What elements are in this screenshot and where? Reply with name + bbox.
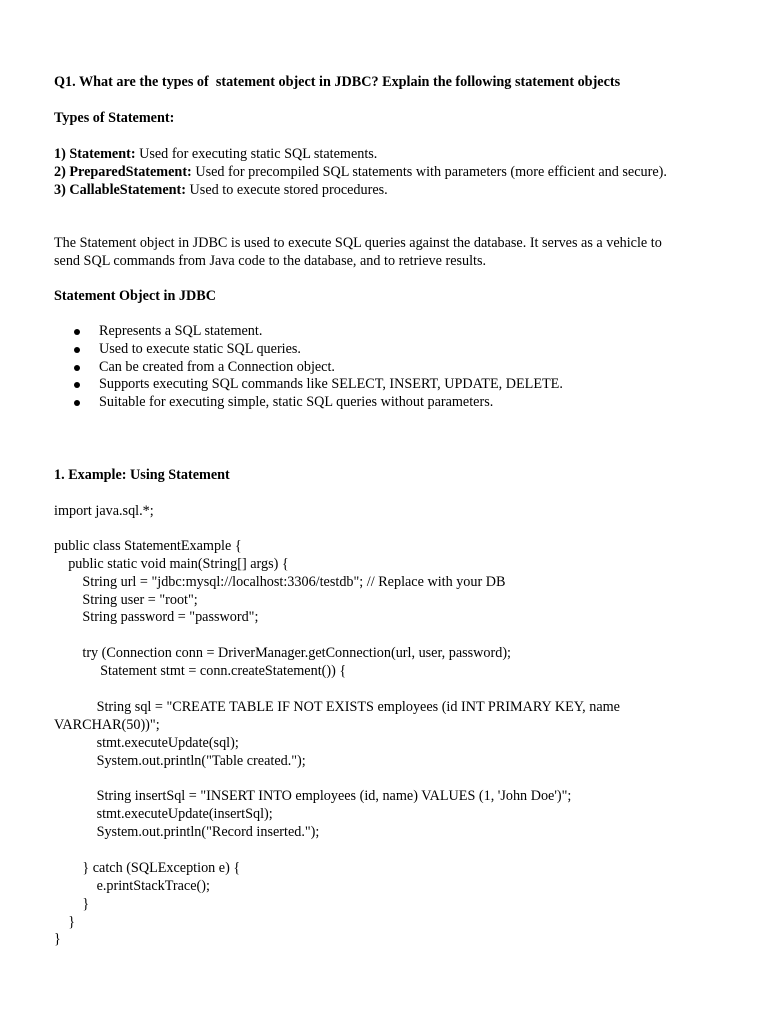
type-item-statement [54, 145, 377, 163]
bullet-icon [74, 382, 80, 388]
code-line: String url = "jdbc:mysql://localhost:3306/testdb"; // Replace with your DB [54, 573, 506, 590]
code-line [54, 520, 620, 538]
code-line [54, 770, 620, 788]
bullet-icon [74, 365, 80, 371]
code-line: } [54, 931, 61, 948]
statement-object-bullets [54, 323, 563, 412]
code-line: String sql = "CREATE TABLE IF NOT EXISTS employees (id INT PRIMARY KEY, name [54, 698, 620, 715]
code-line: Statement stmt = conn.createStatement()) { [54, 663, 347, 680]
code-line: public static void main(String[] args) { [54, 555, 289, 572]
code-line: } [54, 913, 75, 930]
import-line: import java.sql.*; [54, 503, 154, 519]
intro-line-2: send SQL commands from Java code to the database, and to retrieve results. [54, 253, 487, 269]
code-line: e.printStackTrace(); [54, 877, 210, 894]
list-item: Can be created from a Connection object. [54, 359, 563, 377]
code-line: String insertSql = "INSERT INTO employees (id, name) VALUES (1, 'John Doe')"; [54, 788, 572, 805]
type-item-prepared-statement [54, 163, 667, 181]
type-desc: Used to execute stored procedures. [186, 182, 388, 198]
type-desc: Used for precompiled SQL statements with parameters (more efficient and secure). [191, 164, 667, 180]
code-line [54, 627, 620, 645]
example-heading: 1. Example: Using Statement [54, 467, 230, 483]
code-line: try (Connection conn = DriverManager.getConnection(url, user, password); [54, 645, 511, 662]
code-line: System.out.println("Table created."); [54, 752, 306, 769]
code-line [54, 681, 620, 699]
code-line: } [54, 895, 90, 912]
bullet-icon [74, 400, 80, 406]
bullet-icon [74, 347, 80, 353]
type-name: 2) PreparedStatement: [54, 164, 192, 180]
code-line [54, 842, 620, 860]
list-item: Supports executing SQL commands like SELECT, INSERT, UPDATE, DELETE. [54, 376, 563, 394]
list-item: Represents a SQL statement. [54, 323, 563, 341]
code-block [54, 520, 620, 949]
code-line: public class StatementExample { [54, 537, 242, 554]
types-heading: Types of Statement: [54, 110, 175, 126]
code-line: System.out.println("Record inserted."); [54, 824, 320, 841]
intro-line-1: The Statement object in JDBC is used to execute SQL queries against the database. It serves as a vehicle to [54, 235, 662, 251]
type-name: 3) CallableStatement: [54, 182, 186, 198]
type-item-callable-statement [54, 181, 388, 199]
code-line: String user = "root"; [54, 591, 198, 608]
code-line: stmt.executeUpdate(insertSql); [54, 806, 273, 823]
list-item: Suitable for executing simple, static SQL queries without parameters. [54, 394, 563, 412]
code-line: } catch (SQLException e) { [54, 859, 241, 876]
list-item: Used to execute static SQL queries. [54, 341, 563, 359]
type-name: 1) Statement: [54, 146, 136, 162]
code-line: VARCHAR(50))"; [54, 716, 160, 733]
statement-object-heading: Statement Object in JDBC [54, 288, 216, 304]
code-line: stmt.executeUpdate(sql); [54, 734, 239, 751]
bullet-icon [74, 329, 80, 335]
question-title: Q1. What are the types of statement object in JDBC? Explain the following statement objects [54, 74, 621, 90]
code-line: String password = "password"; [54, 609, 259, 626]
type-desc: Used for executing static SQL statements. [135, 146, 378, 162]
